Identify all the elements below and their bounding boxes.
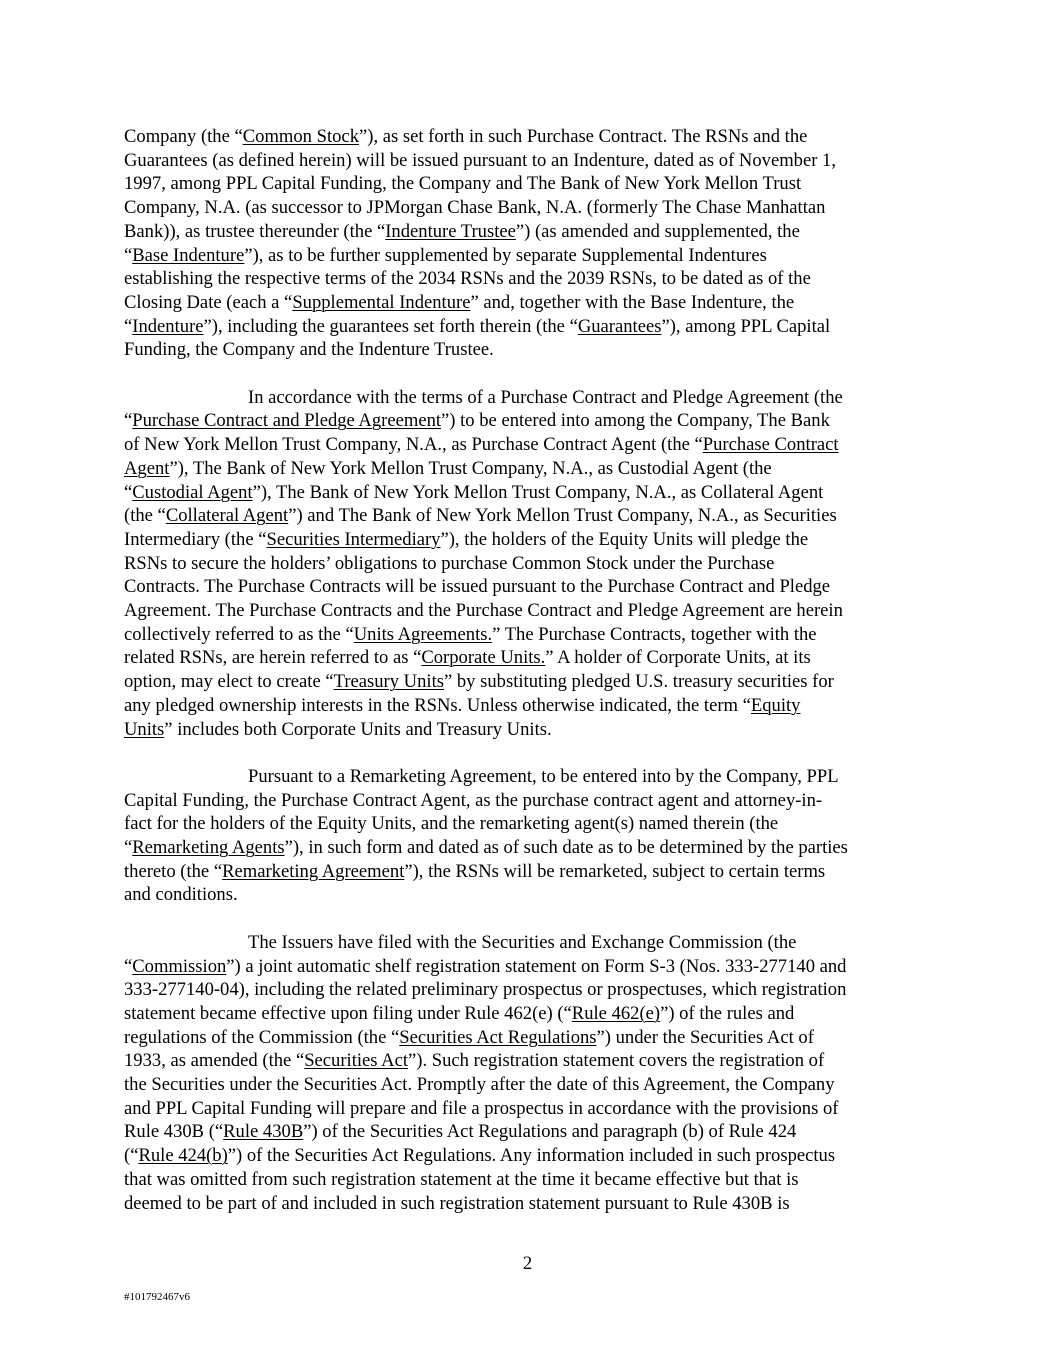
text-run: ”), including the guarantees set forth therein (the “ [203,315,578,337]
text-run: ”) a joint automatic shelf registration statement on Form S-3 (Nos. 333-277140 and [226,955,847,977]
defined-term: Remarketing Agents [132,837,285,859]
text-line [124,1026,939,1050]
text-run: of New York Mellon Trust Company, N.A., as Purchase Contract Agent (the “ [124,434,703,456]
defined-term: Treasury Units [333,671,444,693]
text-run: ” by substituting pledged U.S. treasury securities for [443,671,834,693]
text-line [124,765,939,789]
text-line [124,883,939,907]
text-run: The Issuers have filed with the Securities and Exchange Commission (the [248,931,797,953]
text-line [124,1144,939,1168]
text-line [124,244,939,268]
text-run: ” and, together with the Base Indenture, the [470,291,795,313]
text-line [124,1120,939,1144]
text-run: “ [124,315,133,337]
defined-term: Collateral Agent [165,505,289,527]
text-run: ”) and The Bank of New York Mellon Trust Company, N.A., as Securities [288,505,837,527]
text-line [124,575,939,599]
defined-term: Common Stock [242,126,359,147]
text-run: ”), the holders of the Equity Units will pledge the [440,528,809,550]
text-run: “ [124,481,133,503]
text-run: and PPL Capital Funding will prepare and file a prospectus in accordance with the provisions of [124,1097,839,1119]
text-run: that was omitted from such registration statement at the time it became effective but that is [124,1168,799,1190]
text-run: ”) under the Securities Act of [596,1026,814,1048]
text-line [124,457,939,481]
text-run: thereto (the “ [124,860,223,882]
defined-term: Rule 430B [223,1121,304,1143]
text-run: Bank)), as trustee thereunder (the “ [124,220,386,242]
text-run: ”), as to be further supplemented by separate Supplemental Indentures [244,244,767,266]
text-run: RSNs to secure the holders’ obligations to purchase Common Stock under the Purchase [124,552,775,574]
defined-term: Supplemental Indenture [292,291,471,313]
text-run: Guarantees (as defined herein) will be issued pursuant to an Indenture, dated as of November 1, [124,149,837,171]
text-run: “ [124,955,133,977]
document-id: #101792467v6 [124,1291,190,1303]
defined-term: Equity [750,694,801,716]
text-line [124,220,939,244]
text-run: In accordance with the terms of a Purchase Contract and Pledge Agreement (the [248,386,843,408]
defined-term: Units Agreements. [353,623,493,645]
text-run: fact for the holders of the Equity Units, and the remarketing agent(s) named therein (the [124,813,779,835]
text-run: ”), as set forth in such Purchase Contract. The RSNs and the [359,126,808,147]
paragraph-2 [124,386,939,742]
text-run: establishing the respective terms of the 2034 RSNs and the 2039 RSNs, to be dated as of the [124,268,811,290]
text-run: ”) of the Securities Act Regulations. Any information included in such prospectus [227,1145,836,1167]
text-run: ”), the RSNs will be remarketed, subject to certain terms [404,860,826,882]
document-body [124,125,939,1239]
text-run: “ [124,837,133,859]
text-run: the Securities under the Securities Act. Promptly after the date of this Agreement, the Company [124,1074,835,1096]
text-run: Agreement. The Purchase Contracts and the Purchase Contract and Pledge Agreement are herein [124,600,843,622]
text-line [124,409,939,433]
text-run: option, may elect to create “ [124,671,334,693]
text-run: and conditions. [124,884,238,906]
text-line [124,599,939,623]
text-run: “ [124,244,133,266]
defined-term: Remarketing Agreement [222,860,405,882]
defined-term: Guarantees [577,315,662,337]
text-line [124,338,939,362]
text-run: ”), among PPL Capital [661,315,831,337]
defined-term: Securities Act [304,1050,408,1072]
defined-term: Securities Act Regulations [399,1026,597,1048]
text-line [124,149,939,173]
text-run: ” includes both Corporate Units and Treasury Units. [164,718,552,740]
text-run: statement became effective upon filing under Rule 462(e) (“ [124,1002,572,1024]
text-line [124,172,939,196]
text-line [124,836,939,860]
text-line [124,1097,939,1121]
text-line [124,528,939,552]
text-run: 1933, as amended (the “ [124,1050,305,1072]
text-run: Funding, the Company and the Indenture Trustee. [124,339,494,361]
text-run: (the “ [124,505,166,527]
defined-term: Agent [124,457,170,479]
text-run: 333-277140-04), including the related preliminary prospectus or prospectuses, which registration [124,979,847,1001]
text-line [124,623,939,647]
defined-term: Commission [132,955,227,977]
text-run: Company (the “ [124,126,243,147]
text-line [124,504,939,528]
text-line [124,196,939,220]
page-number: 2 [522,1253,533,1274]
text-line [124,955,939,979]
text-run: ”). Such registration statement covers the registration of [408,1050,825,1072]
paragraph-4 [124,931,939,1215]
text-line [124,267,939,291]
text-line [124,812,939,836]
text-line [124,386,939,410]
text-line [124,718,939,742]
defined-term: Indenture [132,315,204,337]
defined-term: Corporate Units. [421,647,546,669]
text-run: “ [124,410,133,432]
text-run: collectively referred to as the “ [124,623,354,645]
defined-term: Custodial Agent [132,481,253,503]
text-run: 1997, among PPL Capital Funding, the Company and The Bank of New York Mellon Trust [124,173,802,195]
paragraph-1 [124,125,939,362]
text-line [124,1192,939,1216]
defined-term: Base Indenture [132,244,245,266]
text-line [124,860,939,884]
text-line [124,552,939,576]
text-line [124,315,939,339]
text-run: Capital Funding, the Purchase Contract Agent, as the purchase contract agent and attorney-in- [124,789,823,811]
text-run: related RSNs, are herein referred to as “ [124,647,422,669]
text-run: regulations of the Commission (the “ [124,1026,400,1048]
text-line [124,670,939,694]
defined-term: Indenture Trustee [385,220,516,242]
text-line [124,1002,939,1026]
text-line [124,125,939,149]
defined-term: Purchase Contract and Pledge Agreement [132,410,442,432]
text-line [124,931,939,955]
text-run: ”), The Bank of New York Mellon Trust Company, N.A., as Custodial Agent (the [169,457,772,479]
text-line [124,291,939,315]
text-run: deemed to be part of and included in such registration statement pursuant to Rule 430B is [124,1192,790,1214]
text-run: ”) of the rules and [660,1002,795,1024]
text-run: ”), The Bank of New York Mellon Trust Company, N.A., as Collateral Agent [252,481,824,503]
text-run: Pursuant to a Remarketing Agreement, to be entered into by the Company, PPL [248,765,839,787]
text-run: Intermediary (the “ [124,528,267,550]
text-line [124,694,939,718]
text-run: (“ [124,1145,139,1167]
text-run: ” The Purchase Contracts, together with the [492,623,817,645]
text-line [124,978,939,1002]
text-line [124,646,939,670]
defined-term: Securities Intermediary [266,528,441,550]
text-run: Company, N.A. (as successor to JPMorgan Chase Bank, N.A. (formerly The Chase Manhattan [124,197,826,219]
defined-term: Rule 424(b) [138,1145,228,1167]
defined-term: Rule 462(e) [571,1002,661,1024]
paragraph-3 [124,765,939,907]
text-run: ”), in such form and dated as of such date as to be determined by the parties [284,837,848,859]
text-line [124,433,939,457]
text-run: Rule 430B (“ [124,1121,224,1143]
text-line [124,1168,939,1192]
text-run: any pledged ownership interests in the RSNs. Unless otherwise indicated, the term “ [124,694,751,716]
text-line [124,1073,939,1097]
defined-term: Units [124,718,165,740]
defined-term: Purchase Contract [702,434,839,456]
text-run: ” A holder of Corporate Units, at its [545,647,811,669]
text-line [124,481,939,505]
text-line [124,1049,939,1073]
text-run: ”) of the Securities Act Regulations and paragraph (b) of Rule 424 [303,1121,797,1143]
text-run: Contracts. The Purchase Contracts will be issued pursuant to the Purchase Contract and Pledge [124,576,831,598]
text-run: Closing Date (each a “ [124,291,293,313]
text-run: ”) to be entered into among the Company, The Bank [441,410,830,432]
text-run: ”) (as amended and supplemented, the [515,220,800,242]
text-line [124,789,939,813]
